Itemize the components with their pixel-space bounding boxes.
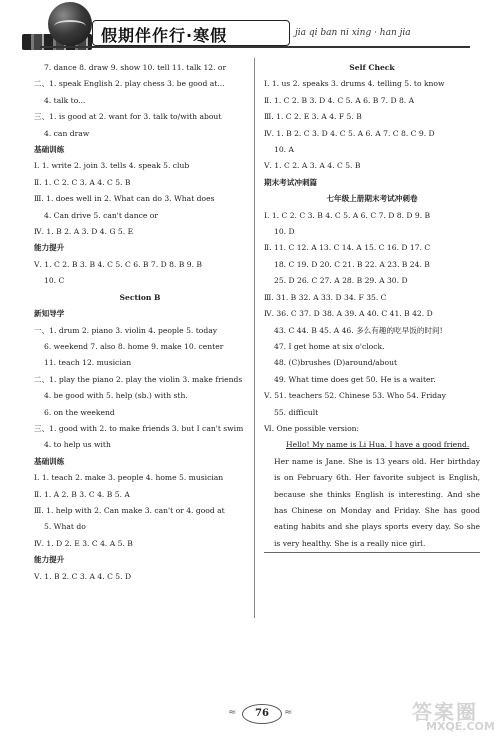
answer-line: Ⅳ. 1. B 2. C 3. D 4. C 5. A 6. A 7. C 8. C 9. D bbox=[264, 128, 435, 138]
header-divider bbox=[40, 46, 470, 48]
answer-line: Ⅱ. 1. C 2. C 3. A 4. C 5. B bbox=[34, 177, 131, 187]
page-number: 76 bbox=[242, 704, 282, 724]
answer-line: 4. Can drive 5. can't dance or bbox=[44, 210, 158, 220]
answer-line: Ⅲ. 1. help with 2. Can make 3. can't or 4. good at bbox=[34, 505, 225, 515]
watermark-text: 答案圈 bbox=[412, 700, 478, 724]
answer-line: 10. A bbox=[274, 145, 294, 155]
answer-line: Ⅵ. One possible version: bbox=[264, 423, 360, 433]
answer-line: 48. (C)brushes (D)around/about bbox=[274, 358, 398, 368]
answer-line: 10. D bbox=[274, 227, 295, 237]
answer-line: 7. dance 8. draw 9. show 10. tell 11. talk 12. or bbox=[44, 63, 227, 72]
answer-line: Ⅴ. 1. C 2. B 3. B 4. C 5. C 6. B 7. D 8. B 9. B bbox=[34, 259, 202, 269]
answer-line: 一、1. drum 2. piano 3. violin 4. people 5. today bbox=[34, 325, 218, 335]
answer-line: 三、1. is good at 2. want for 3. talk to/with about bbox=[34, 112, 222, 122]
answer-line: 6. on the weekend bbox=[44, 407, 115, 417]
answer-line: 二、1. speak English 2. play chess 3. be good at... bbox=[34, 79, 225, 89]
swirl-left-icon: ≈ bbox=[228, 707, 237, 718]
answer-line: 4. can draw bbox=[44, 128, 90, 138]
answer-line: Ⅰ. 1. C 2. C 3. B 4. C 5. A 6. C 7. D 8. D 9. B bbox=[264, 210, 431, 220]
right-answer-lines bbox=[264, 60, 480, 437]
section-heading: Self Check bbox=[349, 63, 395, 72]
column-divider bbox=[254, 58, 255, 618]
answer-line: Ⅲ. 31. B 32. A 33. D 34. F 35. C bbox=[264, 292, 387, 302]
answer-line: 55. difficult bbox=[274, 407, 319, 417]
swirl-right-icon: ≈ bbox=[284, 707, 293, 718]
header-banner bbox=[0, 0, 500, 56]
answer-line: Ⅰ. 1. write 2. join 3. tells 4. speak 5. club bbox=[34, 161, 190, 171]
answer-line: Ⅴ. 51. teachers 52. Chinese 53. Who 54. Friday bbox=[264, 391, 446, 401]
essay-body: Her name is Jane. She is 13 years old. Her birthday is on February 6th. Her favorite subject is English, because she thinks English is interesting. And she has Chinese on Monday and Friday. She has good eating habits and she plays sports every day. So she is very healthy. She is a really nice girl. bbox=[264, 454, 480, 553]
section-heading: 期末考试冲刺篇 bbox=[264, 177, 318, 187]
watermark-url: MXQE.COM bbox=[426, 720, 495, 733]
answer-line: Ⅳ. 1. D 2. E 3. C 4. A 5. B bbox=[34, 538, 133, 548]
answer-line: 二、1. play the piano 2. play the violin 3. make friends bbox=[34, 374, 243, 384]
answer-line: 47. I get home at six o'clock. bbox=[274, 341, 385, 351]
answer-line: Ⅱ. 11. C 12. A 13. C 14. A 15. C 16. D 17. C bbox=[264, 243, 431, 253]
answer-line: Ⅳ. 36. C 37. D 38. A 39. A 40. C 41. B 42. D bbox=[264, 309, 433, 319]
essay-title: Hello! My name is Li Hua. I have a good friend. bbox=[286, 440, 470, 450]
answer-line: Ⅱ. 1. C 2. B 3. D 4. C 5. A 6. B 7. D 8. A bbox=[264, 95, 415, 105]
section-heading: 七年级上册期末考试冲刺卷 bbox=[326, 194, 418, 204]
title-pinyin: jia qi ban ni xing · han jia bbox=[295, 28, 411, 38]
answer-line: 6. weekend 7. also 8. home 9. make 10. center bbox=[44, 341, 224, 351]
answer-line: 三、1. good with 2. to make friends 3. but I can't swim bbox=[34, 423, 244, 433]
left-answer-column bbox=[34, 60, 246, 585]
answer-line: Ⅲ. 1. does well in 2. What can do 3. What does bbox=[34, 194, 215, 204]
section-heading: 新知导学 bbox=[34, 309, 65, 319]
answer-line: 10. C bbox=[44, 276, 65, 286]
section-heading: 基础训练 bbox=[34, 456, 65, 466]
answer-line: 11. teach 12. musician bbox=[44, 358, 132, 368]
answer-line: 4. to help us with bbox=[44, 440, 111, 450]
answer-line: 43. C 44. B 45. A 46. 多么有趣的吃早饭的时间! bbox=[274, 325, 443, 335]
title-box bbox=[92, 20, 290, 46]
answer-line: Ⅰ. 1. teach 2. make 3. people 4. home 5. musician bbox=[34, 473, 224, 483]
answer-line: Ⅴ. 1. C 2. A 3. A 4. C 5. B bbox=[264, 161, 361, 171]
answer-line: 4. talk to... bbox=[44, 95, 86, 105]
section-heading: 基础训练 bbox=[34, 145, 65, 155]
page-number-badge bbox=[228, 704, 293, 724]
page-title: 假期伴作行·寒假 bbox=[101, 26, 228, 45]
answer-line: 4. be good with 5. help (sb.) with sth. bbox=[44, 391, 188, 401]
answer-line: 49. What time does get 50. He is a waiter. bbox=[274, 374, 436, 384]
answer-line: Ⅲ. 1. C 2. E 3. A 4. F 5. B bbox=[264, 112, 362, 122]
section-heading: Section B bbox=[119, 292, 161, 302]
answer-line: Ⅴ. 1. B 2. C 3. A 4. C 5. D bbox=[34, 571, 132, 581]
section-heading: 能力提升 bbox=[34, 555, 65, 565]
answer-line: Ⅱ. 1. A 2. B 3. C 4. B 5. A bbox=[34, 489, 130, 499]
globe-icon bbox=[48, 2, 92, 46]
answer-line: 18. C 19. D 20. C 21. B 22. A 23. B 24. B bbox=[274, 259, 430, 269]
right-answer-column bbox=[264, 60, 480, 553]
section-heading: 能力提升 bbox=[34, 243, 65, 253]
answer-line: Ⅰ. 1. us 2. speaks 3. drums 4. telling 5. to know bbox=[264, 79, 445, 89]
answer-line: Ⅳ. 1. B 2. A 3. D 4. G 5. E bbox=[34, 227, 134, 237]
answer-line: 5. What do bbox=[44, 522, 86, 532]
answer-line: 25. D 26. C 27. A 28. B 29. A 30. D bbox=[274, 276, 408, 286]
watermark bbox=[404, 696, 496, 736]
